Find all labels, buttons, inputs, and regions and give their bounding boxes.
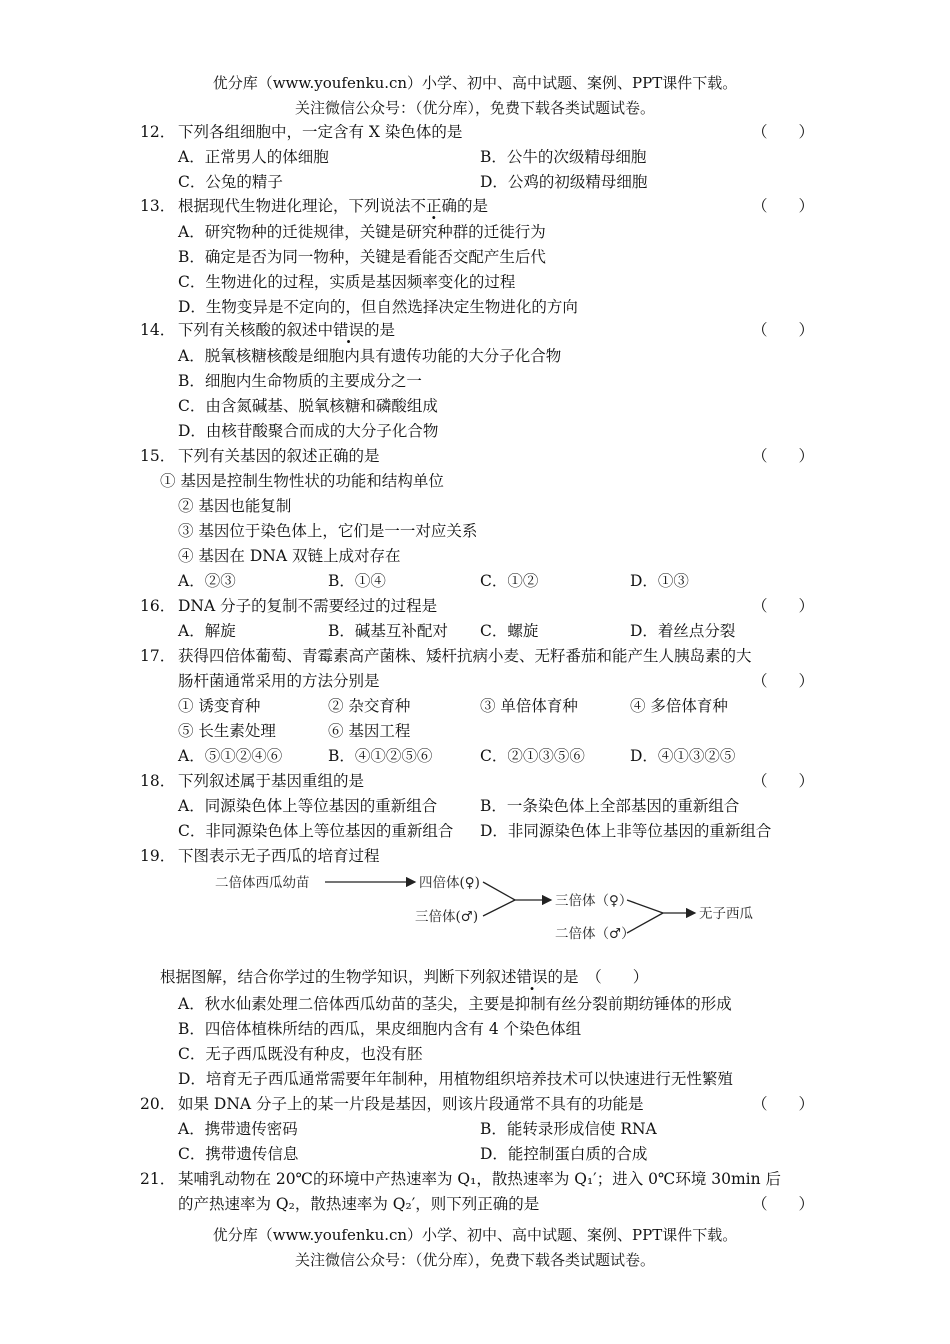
q18-option-d: D．非同源染色体上非等位基因的重新组合 (480, 822, 772, 840)
q17-option-d: D．④①③②⑤ (630, 747, 736, 765)
q19-stem: 下图表示无子西瓜的培育过程 (178, 847, 380, 865)
q20-option-d: D．能控制蛋白质的合成 (480, 1145, 648, 1163)
q20-option-b: B．能转录形成信使 RNA (480, 1120, 657, 1138)
q12-stem: 下列各组细胞中，一定含有 X 染色体的是 (178, 123, 463, 141)
q21-stem-line1: 某哺乳动物在 20℃的环境中产热速率为 Q₁，散热速率为 Q₁′；进入 0℃环境 30min 后 (178, 1170, 782, 1188)
q14-stem (178, 320, 395, 340)
q16-option-b: B．碱基互补配对 (328, 622, 448, 640)
q19-option-b: B．四倍体植株所结的西瓜，果皮细胞内含有 4 个染色体组 (178, 1020, 582, 1038)
q12-answer-blank: （ ） (752, 123, 815, 141)
page-footer-line1: 优分库（www.youfenku.cn）小学、初中、高中试题、案例、PPT课件下载。 (212, 1226, 738, 1244)
diagram-line-cross1-bottom (483, 900, 515, 916)
q17-method-4: ④ 多倍体育种 (630, 697, 728, 715)
page-header-line1: 优分库（www.youfenku.cn）小学、初中、高中试题、案例、PPT课件下载。 (212, 74, 738, 92)
q18-option-b: B．一条染色体上全部基因的重新组合 (480, 797, 740, 815)
diagram-line-cross2-top (627, 900, 663, 913)
diagram-label-triploid-male: 三倍体(♂) (415, 909, 479, 925)
q17-method-2: ② 杂交育种 (328, 697, 411, 715)
q18-stem: 下列叙述属于基因重组的是 (178, 772, 365, 790)
seedless-watermelon-diagram (215, 868, 775, 948)
q19-option-c: C．无子西瓜既没有种皮，也没有胚 (178, 1045, 423, 1063)
q15-stem: 下列有关基因的叙述正确的是 (178, 447, 380, 465)
q20-stem: 如果 DNA 分子上的某一片段是基因，则该片段通常不具有的功能是 (178, 1095, 644, 1113)
q13-option-c: C．生物进化的过程，实质是基因频率变化的过程 (178, 273, 516, 291)
q13-stem (178, 196, 488, 216)
diagram-label-seedling: 二倍体西瓜幼苗 (215, 875, 310, 891)
q15-answer-blank: （ ） (752, 447, 815, 465)
q14-option-a: A．脱氧核糖核酸是细胞内具有遗传功能的大分子化合物 (178, 347, 562, 365)
diagram-label-triploid-female: 三倍体（♀） (555, 893, 633, 909)
q19-question-text: 根据图解，结合你学过的生物学知识，判断下列叙述 (160, 968, 517, 986)
q19-question (160, 967, 648, 987)
q17-stem-line1: 获得四倍体葡萄、青霉素高产菌株、矮杆抗病小麦、无籽番茄和能产生人胰岛素的大 (178, 647, 752, 665)
q18-option-a: A．同源染色体上等位基因的重新组合 (178, 797, 438, 815)
diagram-line-cross1-top (483, 882, 515, 900)
q19-emphasis: 错误 (516, 968, 548, 986)
q14-option-b: B．细胞内生命物质的主要成分之一 (178, 372, 422, 390)
q14-answer-blank: （ ） (752, 321, 815, 339)
q15-option-a: A．②③ (178, 572, 236, 590)
q21-answer-blank: （ ） (752, 1195, 815, 1213)
q12-option-c: C．公兔的精子 (178, 173, 283, 191)
q16-number: 16． (140, 597, 176, 615)
diagram-label-result: 无子西瓜 (699, 906, 753, 922)
q14-stem-end: 的是 (364, 321, 396, 339)
q18-option-c: C．非同源染色体上等位基因的重新组合 (178, 822, 454, 840)
q15-statement-1: ① 基因是控制生物性状的功能和结构单位 (160, 472, 444, 490)
q15-statement-4: ④ 基因在 DNA 双链上成对存在 (178, 547, 401, 565)
q13-stem-text: 根据现代生物进化理论，下列说法 (178, 197, 411, 215)
page-header-line2: 关注微信公众号：（优分库），免费下载各类试题试卷。 (294, 99, 655, 117)
q20-number: 20． (140, 1095, 176, 1113)
q16-answer-blank: （ ） (752, 597, 815, 615)
q17-method-1: ① 诱变育种 (178, 697, 261, 715)
q14-number: 14． (140, 321, 176, 339)
q13-option-b: B．确定是否为同一物种，关键是看能否交配产生后代 (178, 248, 546, 266)
q17-option-b: B．④①②⑤⑥ (328, 747, 433, 765)
q14-stem-text: 下列有关核酸的叙述中 (178, 321, 334, 339)
q15-statement-2: ② 基因也能复制 (178, 497, 292, 515)
q12-option-b: B．公牛的次级精母细胞 (480, 148, 647, 166)
q13-option-a: A．研究物种的迁徙规律，关键是研究种群的迁徙行为 (178, 223, 546, 241)
q14-option-c: C．由含氮碱基、脱氧核糖和磷酸组成 (178, 397, 438, 415)
q17-stem-line2: 肠杆菌通常采用的方法分别是 (178, 672, 380, 690)
q17-option-c: C．②①③⑤⑥ (480, 747, 585, 765)
q20-answer-blank: （ ） (752, 1095, 815, 1113)
q19-number: 19． (140, 847, 176, 865)
q15-option-d: D．①③ (630, 572, 689, 590)
q19-option-d: D．培育无子西瓜通常需要年年制种，用植物组织培养技术可以快速进行无性繁殖 (178, 1070, 733, 1088)
q15-number: 15． (140, 447, 176, 465)
q18-answer-blank: （ ） (752, 772, 815, 790)
q12-number: 12． (140, 123, 176, 141)
page-footer-line2: 关注微信公众号：（优分库），免费下载各类试题试卷。 (294, 1251, 655, 1269)
q19-option-a: A．秋水仙素处理二倍体西瓜幼苗的茎尖，主要是抑制有丝分裂前期纺锤体的形成 (178, 995, 732, 1013)
q18-number: 18． (140, 772, 176, 790)
q14-option-d: D．由核苷酸聚合而成的大分子化合物 (178, 422, 439, 440)
q15-option-b: B．①④ (328, 572, 386, 590)
q17-answer-blank: （ ） (752, 672, 815, 690)
q12-option-d: D．公鸡的初级精母细胞 (480, 173, 648, 191)
q13-answer-blank: （ ） (752, 197, 815, 215)
q13-option-d: D．生物变异是不定向的，但自然选择决定生物进化的方向 (178, 298, 578, 316)
q17-method-5: ⑤ 长生素处理 (178, 722, 276, 740)
q20-option-c: C．携带遗传信息 (178, 1145, 299, 1163)
q15-statement-3: ③ 基因位于染色体上，它们是一一对应关系 (178, 522, 478, 540)
diagram-label-tetraploid-female: 四倍体(♀) (419, 875, 480, 891)
q21-stem-line2: 的产热速率为 Q₂，散热速率为 Q₂′，则下列正确的是 (178, 1195, 540, 1213)
q16-option-c: C．螺旋 (480, 622, 539, 640)
q13-emphasis: 不正确 (410, 197, 458, 215)
q13-number: 13． (140, 197, 176, 215)
q12-option-a: A．正常男人的体细胞 (178, 148, 329, 166)
diagram-label-diploid-male: 二倍体（♂） (555, 926, 635, 942)
q17-method-3: ③ 单倍体育种 (480, 697, 578, 715)
q17-method-6: ⑥ 基因工程 (328, 722, 411, 740)
q19-question-end: 的是 （ ） (547, 968, 649, 986)
diagram-line-cross2-bottom (627, 913, 663, 933)
q21-number: 21． (140, 1170, 176, 1188)
q20-option-a: A．携带遗传密码 (178, 1120, 298, 1138)
q16-option-a: A．解旋 (178, 622, 236, 640)
q17-option-a: A．⑤①②④⑥ (178, 747, 283, 765)
q13-stem-end: 的是 (457, 197, 489, 215)
q16-option-d: D．着丝点分裂 (630, 622, 736, 640)
q16-stem: DNA 分子的复制不需要经过的过程是 (178, 597, 438, 615)
q14-emphasis: 错误 (333, 321, 365, 339)
q17-number: 17． (140, 647, 176, 665)
q15-option-c: C．①② (480, 572, 539, 590)
